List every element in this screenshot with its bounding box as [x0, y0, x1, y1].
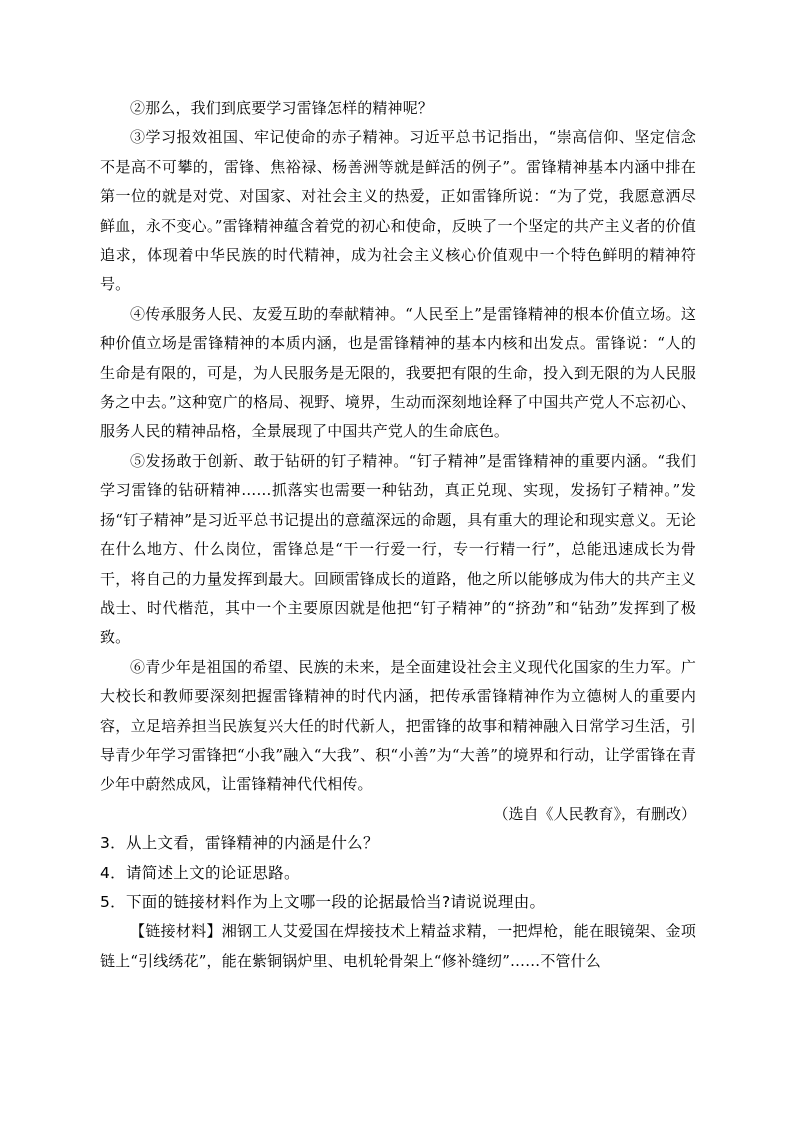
paragraph-4: ④传承服务人民、友爱互助的奉献精神。“人民至上”是雷锋精神的根本价值立场。这种价值立场是雷锋精神的本质内涵，也是雷锋精神的基本内核和出发点。雷锋说：“人的生命是有限的，可是，为人民服务是无限的，我要把有限的生命，投入到无限的为人民服务之中去。”这种宽广的格局、视野、境界，生动而深刻地诠释了中国共产党人不忘初心、服务人民的精神品格，全景展现了中国共产党人的生命底色。 — [100, 304, 696, 441]
question-5: 5．下面的链接材料作为上文哪一段的论据最恰当?请说说理由。 — [100, 892, 546, 911]
source-citation: （选自《人民教育》，有删改） — [493, 804, 696, 823]
link-material: 【链接材料】湘钢工人艾爱国在焊接技术上精益求精，一把焊枪，能在眼镜架、金项链上“引线绣花”，能在紫铜锅炉里、电机轮骨架上“修补缝纫”……不管什么 — [100, 922, 696, 970]
document-content — [100, 94, 696, 976]
question-3: 3．从上文看，雷锋精神的内涵是什么？ — [100, 834, 379, 853]
question-4: 4．请简述上文的论证思路。 — [100, 863, 300, 882]
paragraph-2: ②那么，我们到底要学习雷锋怎样的精神呢？ — [130, 99, 434, 117]
paragraph-5: ⑤发扬敢于创新、敢于钻研的钉子精神。“钉子精神”是雷锋精神的重要内涵。“我们学习雷锋的钻研精神……抓落实也需要一种钻劲，真正兑现、实现，发扬钉子精神。”发扬“钉子精神”是习近平总书记提出的意蕴深远的命题，具有重大的理论和现实意义。无论在什么地方、什么岗位，雷锋总是“干一行爱一行，专一行精一行”，总能迅速成长为骨干，将自己的力量发挥到最大。回顾雷锋成长的道路，他之所以能够成为伟大的共产主义战士、时代楷范，其中一个主要原因就是他把“钉子精神”的“挤劲”和“钻劲”发挥到了极致。 — [100, 451, 696, 647]
paragraph-6: ⑥青少年是祖国的希望、民族的未来，是全面建设社会主义现代化国家的生力军。广大校长和教师要深刻把握雷锋精神的时代内涵，把传承雷锋精神作为立德树人的重要内容，立足培养担当民族复兴大任的时代新人，把雷锋的故事和精神融入日常学习生活，引导青少年学习雷锋把“小我”融入“大我”、积“小善”为“大善”的境界和行动，让学雷锋在青少年中蔚然成风，让雷锋精神代代相传。 — [100, 657, 696, 794]
paragraph-3: ③学习报效祖国、牢记使命的赤子精神。习近平总书记指出，“崇高信仰、坚定信念不是高不可攀的，雷锋、焦裕禄、杨善洲等就是鲜活的例子”。雷锋精神基本内涵中排在第一位的就是对党、对国家、对社会主义的热爱，正如雷锋所说：“为了党，我愿意洒尽鲜血，永不变心。”雷锋精神蕴含着党的初心和使命，反映了一个坚定的共产主义者的价值追求，体现着中华民族的时代精神，成为社会主义核心价值观中一个特色鲜明的精神符号。 — [100, 128, 696, 294]
